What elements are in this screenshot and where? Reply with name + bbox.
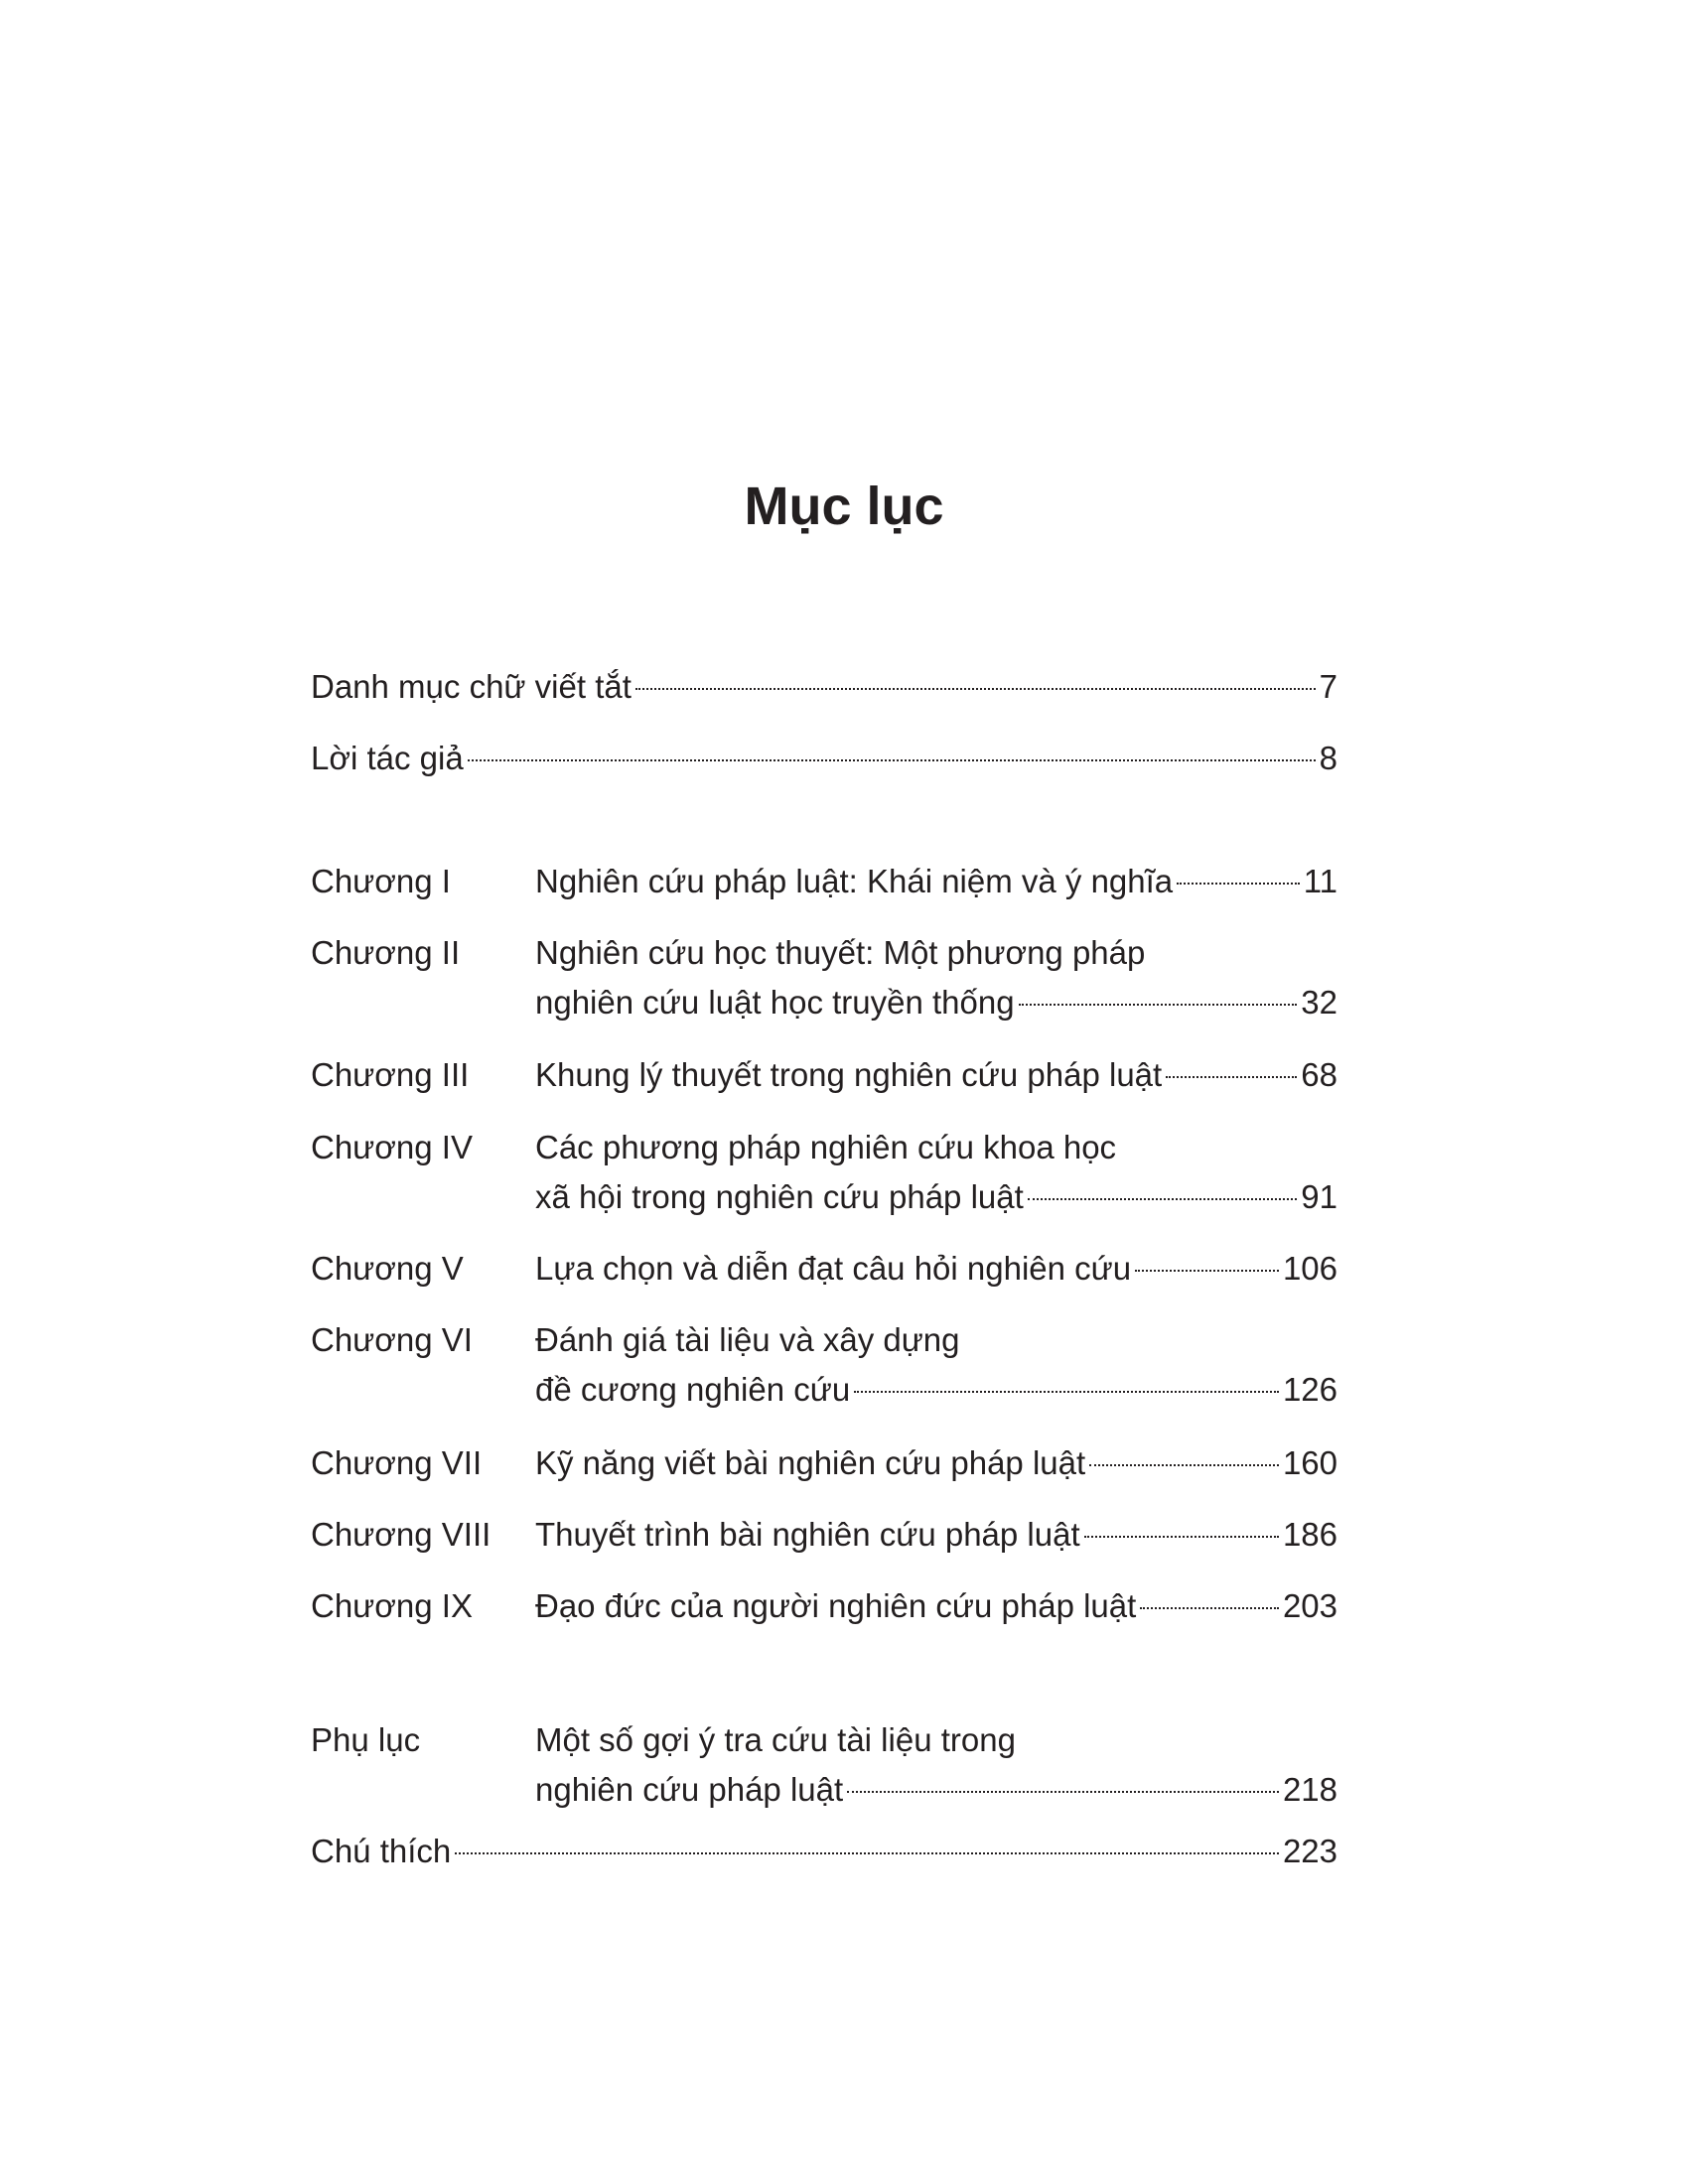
page-number: 186 xyxy=(1282,1516,1337,1553)
page-number: 32 xyxy=(1301,984,1337,1021)
toc-entry-link[interactable] xyxy=(535,1510,1337,1560)
entry-title: đề cương nghiên cứu xyxy=(535,1371,851,1408)
toc-entry-link[interactable] xyxy=(535,1365,1337,1415)
dot-leader xyxy=(854,1391,1279,1393)
chapter-body xyxy=(535,857,1337,906)
entry-title: Đạo đức của người nghiên cứu pháp luật xyxy=(535,1587,1137,1624)
entry-title: Thuyết trình bài nghiên cứu pháp luật xyxy=(535,1516,1080,1553)
chapter-label: Chương VII xyxy=(311,1444,483,1481)
toc-entry-link[interactable] xyxy=(535,1438,1337,1488)
chapter-title-line: Một số gợi ý tra cứu tài liệu trong xyxy=(535,1721,1016,1758)
page-number: 203 xyxy=(1282,1587,1337,1624)
chapter-body xyxy=(535,1438,1337,1488)
toc-entry-link[interactable] xyxy=(535,1581,1337,1631)
page-title: Mục lục xyxy=(744,477,944,536)
chapter-label: Chương I xyxy=(311,863,451,899)
toc-entry-link[interactable] xyxy=(311,1827,1337,1876)
page-number: 106 xyxy=(1282,1250,1337,1287)
chapter-label: Chương IX xyxy=(311,1587,473,1624)
dot-leader xyxy=(1177,883,1300,885)
chapter-body xyxy=(535,1315,1337,1415)
dot-leader xyxy=(468,759,1316,761)
chapter-body xyxy=(535,1715,1337,1815)
chapter-body xyxy=(535,928,1337,1027)
toc-entry-link[interactable] xyxy=(535,978,1337,1027)
entry-title: nghiên cứu luật học truyền thống xyxy=(535,984,1015,1021)
entry-title: Chú thích xyxy=(311,1833,452,1869)
entry-title: Danh mục chữ viết tắt xyxy=(311,668,632,705)
toc-entry-link[interactable] xyxy=(535,1244,1337,1294)
toc-entry-link[interactable] xyxy=(535,1050,1337,1100)
chapter-label: Phụ lục xyxy=(311,1721,421,1758)
chapter-label: Chương V xyxy=(311,1250,464,1287)
dot-leader xyxy=(1135,1270,1279,1272)
toc-entry-link[interactable] xyxy=(311,734,1337,783)
chapter-label: Chương VIII xyxy=(311,1516,492,1553)
dot-leader xyxy=(1028,1198,1298,1200)
entry-title: Lời tác giả xyxy=(311,740,464,776)
toc-entry-link[interactable] xyxy=(535,1765,1337,1815)
entry-title: xã hội trong nghiên cứu pháp luật xyxy=(535,1178,1024,1215)
page-number: 126 xyxy=(1282,1371,1337,1408)
chapter-title-line: Các phương pháp nghiên cứu khoa học xyxy=(535,1129,1117,1165)
page-number: 7 xyxy=(1319,668,1337,705)
toc-entry-link[interactable] xyxy=(311,662,1337,712)
dot-leader xyxy=(635,688,1316,690)
chapter-body xyxy=(535,1050,1337,1100)
dot-leader xyxy=(1089,1464,1279,1466)
chapter-title-line: Đánh giá tài liệu và xây dựng xyxy=(535,1321,960,1358)
dot-leader xyxy=(847,1791,1279,1793)
chapter-body xyxy=(535,1244,1337,1294)
page-number: 11 xyxy=(1303,863,1337,899)
chapter-body xyxy=(535,1123,1337,1222)
toc-entry-link[interactable] xyxy=(535,857,1337,906)
page-number: 8 xyxy=(1319,740,1337,776)
page-number: 218 xyxy=(1282,1771,1337,1808)
entry-title: nghiên cứu pháp luật xyxy=(535,1771,844,1808)
dot-leader xyxy=(1084,1536,1279,1538)
chapter-label: Chương II xyxy=(311,934,461,971)
chapter-label: Chương IV xyxy=(311,1129,473,1165)
toc-row-front xyxy=(311,734,1337,783)
chapter-title-line: Nghiên cứu học thuyết: Một phương pháp xyxy=(535,934,1146,971)
page-number: 68 xyxy=(1301,1056,1337,1093)
dot-leader xyxy=(1166,1076,1297,1078)
chapter-label: Chương VI xyxy=(311,1321,473,1358)
entry-title: Kỹ năng viết bài nghiên cứu pháp luật xyxy=(535,1444,1086,1481)
dot-leader xyxy=(1019,1004,1298,1006)
entry-title: Nghiên cứu pháp luật: Khái niệm và ý nghĩa xyxy=(535,863,1174,899)
toc-row-notes xyxy=(311,1827,1337,1876)
dot-leader xyxy=(1140,1607,1279,1609)
chapter-label: Chương III xyxy=(311,1056,470,1093)
chapter-body xyxy=(535,1510,1337,1560)
page-number: 223 xyxy=(1282,1833,1337,1869)
toc-row-front xyxy=(311,662,1337,712)
entry-title: Lựa chọn và diễn đạt câu hỏi nghiên cứu xyxy=(535,1250,1132,1287)
dot-leader xyxy=(455,1852,1279,1854)
chapter-body xyxy=(535,1581,1337,1631)
page-number: 160 xyxy=(1282,1444,1337,1481)
entry-title: Khung lý thuyết trong nghiên cứu pháp luật xyxy=(535,1056,1163,1093)
toc-entry-link[interactable] xyxy=(535,1172,1337,1222)
page-number: 91 xyxy=(1301,1178,1337,1215)
